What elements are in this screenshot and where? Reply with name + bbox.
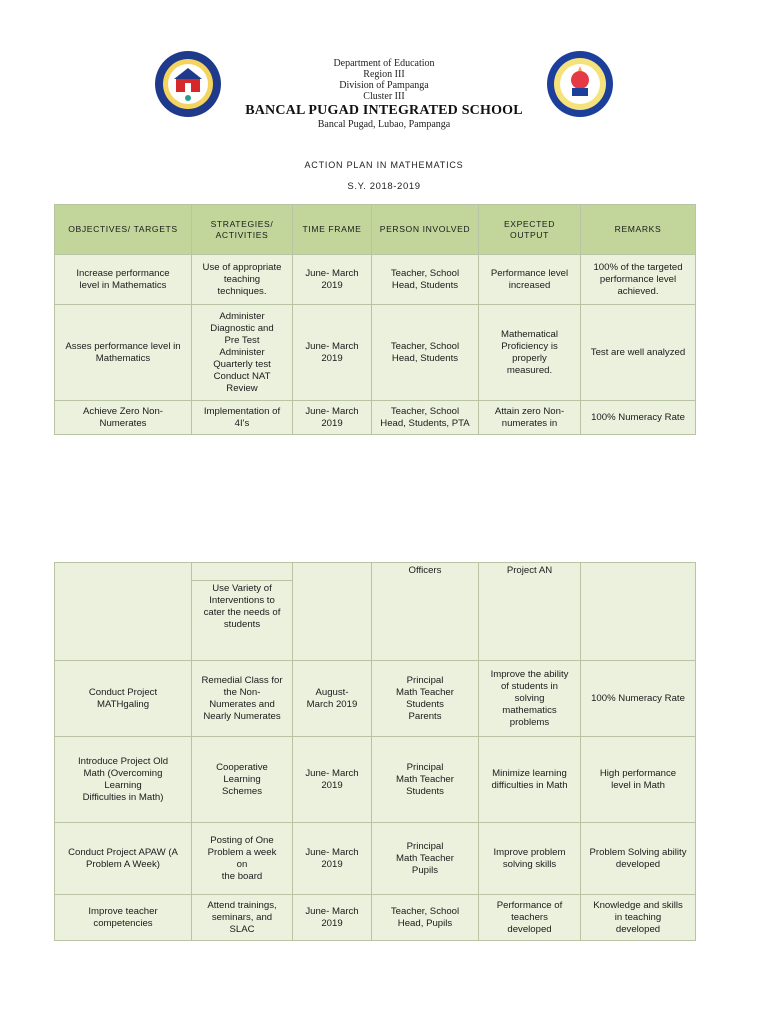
action-plan-table	[54, 204, 696, 435]
table-cell: Test are well analyzed	[581, 305, 696, 401]
table-cell: June- March 2019	[293, 737, 372, 823]
table-cell: Principal Math Teacher Pupils	[372, 823, 479, 895]
table-cell: Problem Solving ability developed	[581, 823, 696, 895]
table-cell: Conduct Project MATHgaling	[55, 661, 192, 737]
table-cell: Use of appropriate teaching techniques.	[192, 255, 293, 305]
table-cell: June- March 2019	[293, 895, 372, 941]
table-cell	[192, 563, 293, 581]
column-header-remarks: REMARKS	[581, 205, 696, 255]
header-line: Cluster III	[363, 91, 405, 102]
table-cell: Mathematical Proficiency is properly measured.	[479, 305, 581, 401]
table-cell: Principal Math Teacher Students	[372, 737, 479, 823]
table-cell: Teacher, School Head, Pupils	[372, 895, 479, 941]
table-cell: Officers	[372, 563, 479, 661]
table-cell: Improve teacher competencies	[55, 895, 192, 941]
table-cell: Teacher, School Head, Students	[372, 305, 479, 401]
table-cell: Teacher, School Head, Students, PTA	[372, 401, 479, 435]
column-header-expected-output: EXPECTED OUTPUT	[479, 205, 581, 255]
table-cell: June- March 2019	[293, 255, 372, 305]
school-year: S.Y. 2018-2019	[347, 181, 421, 192]
table-header-row	[55, 205, 696, 255]
table-cell: Knowledge and skills in teaching developed	[581, 895, 696, 941]
table-row	[55, 895, 696, 941]
letterhead	[0, 58, 768, 131]
column-header-objectives: OBJECTIVES/ TARGETS	[55, 205, 192, 255]
table-cell: June- March 2019	[293, 305, 372, 401]
table-row	[55, 661, 696, 737]
table-cell: Introduce Project Old Math (Overcoming Learning Difficulties in Math)	[55, 737, 192, 823]
table-cell: Implementation of 4I's	[192, 401, 293, 435]
column-header-person-involved: PERSON INVOLVED	[372, 205, 479, 255]
table-cell	[293, 563, 372, 661]
table-cell: Teacher, School Head, Students	[372, 255, 479, 305]
table-cell: Administer Diagnostic and Pre Test Administer Quarterly test Conduct NAT Review	[192, 305, 293, 401]
table-cell	[55, 563, 192, 661]
header-line: Department of Education	[333, 58, 435, 69]
action-plan-table-continued	[54, 562, 696, 941]
table-cell: High performance level in Math	[581, 737, 696, 823]
table-cell	[581, 563, 696, 661]
table-cell: June- March 2019	[293, 401, 372, 435]
school-name: BANCAL PUGAD INTEGRATED SCHOOL	[245, 103, 523, 118]
table-row	[55, 823, 696, 895]
table-cell: Use Variety of Interventions to cater the needs of students	[192, 581, 293, 661]
table-cell: Remedial Class for the Non- Numerates and Nearly Numerates	[192, 661, 293, 737]
table-cell: Project AN	[479, 563, 581, 661]
table-row	[55, 255, 696, 305]
document-title: ACTION PLAN IN MATHEMATICS	[304, 160, 464, 170]
header-line: Region III	[363, 69, 405, 80]
table-cell: Posting of One Problem a week on the board	[192, 823, 293, 895]
column-header-strategies: STRATEGIES/ ACTIVITIES	[192, 205, 293, 255]
table-cell: Attend trainings, seminars, and SLAC	[192, 895, 293, 941]
table-row	[55, 737, 696, 823]
table-cell: Improve the ability of students in solving mathematics problems	[479, 661, 581, 737]
table-cell: Performance of teachers developed	[479, 895, 581, 941]
table-cell: Improve problem solving skills	[479, 823, 581, 895]
table-cell: Minimize learning difficulties in Math	[479, 737, 581, 823]
table-cell: Principal Math Teacher Students Parents	[372, 661, 479, 737]
header-line: Division of Pampanga	[339, 80, 429, 91]
table-row	[55, 401, 696, 435]
table-cell: Conduct Project APAW (A Problem A Week)	[55, 823, 192, 895]
table-cell: 100% Numeracy Rate	[581, 401, 696, 435]
table-cell: 100% of the targeted performance level achieved.	[581, 255, 696, 305]
table-cell: June- March 2019	[293, 823, 372, 895]
column-header-time-frame: TIME FRAME	[293, 205, 372, 255]
table-row	[55, 563, 696, 581]
table-cell: 100% Numeracy Rate	[581, 661, 696, 737]
table-cell: Asses performance level in Mathematics	[55, 305, 192, 401]
school-address: Bancal Pugad, Lubao, Pampanga	[317, 119, 451, 130]
table-cell: Attain zero Non- numerates in	[479, 401, 581, 435]
table-cell: Performance level increased	[479, 255, 581, 305]
table-row	[55, 305, 696, 401]
table-cell: Cooperative Learning Schemes	[192, 737, 293, 823]
table-cell: August- March 2019	[293, 661, 372, 737]
table-cell: Achieve Zero Non- Numerates	[55, 401, 192, 435]
table-cell: Increase performance level in Mathematics	[55, 255, 192, 305]
